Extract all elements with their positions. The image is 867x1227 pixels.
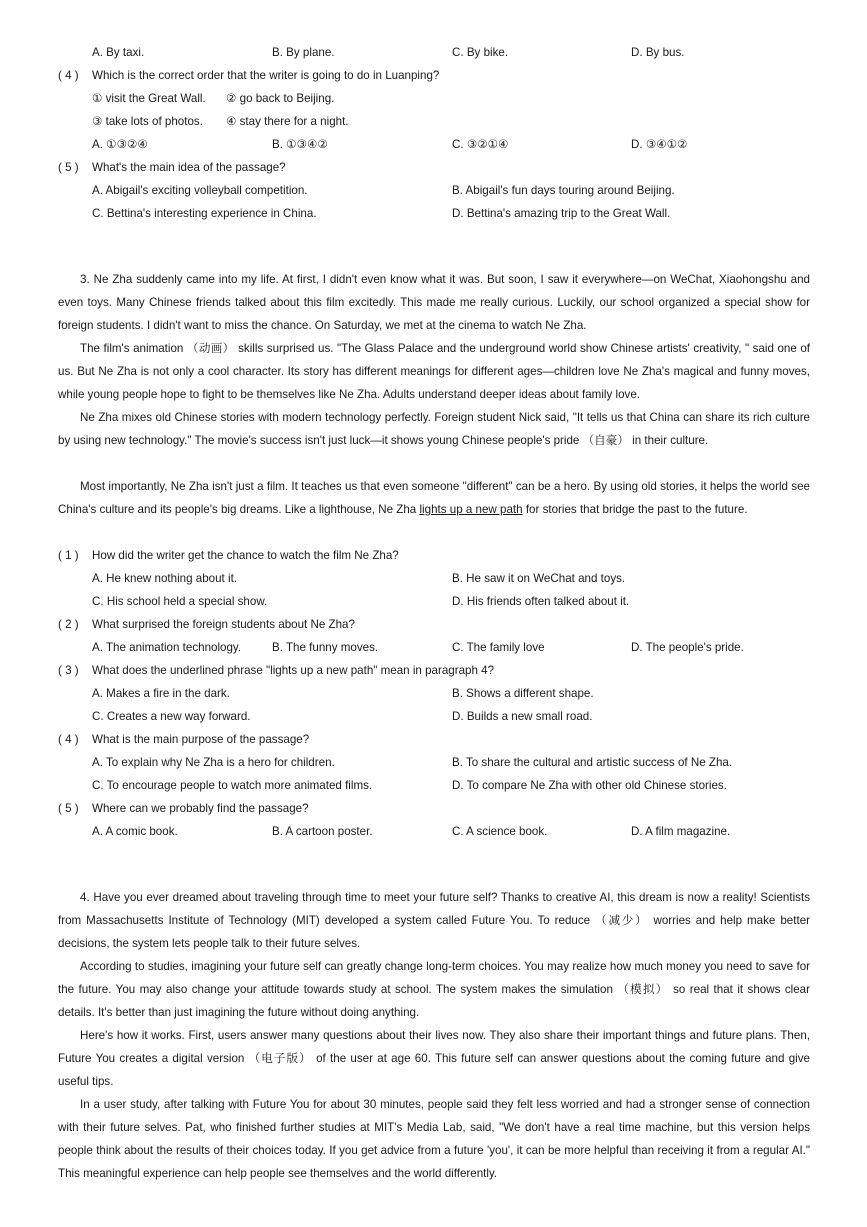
option-3-1-c: C. His school held a special show. [92,595,268,608]
option-3-4-b: B. To share the cultural and artistic success of Ne Zha. [452,756,733,769]
option-3-5-b: B. A cartoon poster. [272,825,373,838]
option-3-1-d: D. His friends often talked about it. [452,595,630,608]
option-2-4-a: A. ①③②④ [92,138,148,151]
passage-4-paragraph-4: In a user study, after talking with Future You for about 30 minutes, people said they felt less worried and had a stronger sense of connection with their future selves. Pat, who finished further studies at MIT's Media Lab, said, "We don't have a real time machine, but this version helps people think about the results of their choices today. If you get advice from a future 'you', it can be more helpful than receiving it from a regular AI." This meaningful experience can help people see themselves and the world differently. [58,1098,810,1180]
option-3-5-c: C. A science book. [452,825,548,838]
order-item: ② go back to Beijing. [226,92,335,105]
question-text: What surprised the foreign students about Ne Zha? [92,618,355,631]
option-3-4-d: D. To compare Ne Zha with other old Chinese stories. [452,779,727,792]
option-2-3-b: B. By plane. [272,46,335,59]
option-2-3-c: C. By bike. [452,46,509,59]
question-text: Which is the correct order that the writer is going to do in Luanping? [92,69,440,82]
order-item: ③ take lots of photos. [92,115,203,128]
question-number: ( 2 ) [58,618,79,631]
option-3-2-a: A. The animation technology. [92,641,242,654]
passage-3-paragraph-3: Ne Zha mixes old Chinese stories with modern technology perfectly. Foreign student Nick said, "It tells us that China can share its rich culture by using new technology." The movie's success isn't just luck—it shows young Chinese people's pride （自豪） in their culture. [58,411,810,447]
option-3-2-c: C. The family love [452,641,545,654]
option-3-2-d: D. The people's pride. [631,641,744,654]
question-text: How did the writer get the chance to watch the film Ne Zha? [92,549,399,562]
option-3-3-c: C. Creates a new way forward. [92,710,251,723]
question-text: What does the underlined phrase "lights up a new path" mean in paragraph 4? [92,664,495,677]
option-3-4-c: C. To encourage people to watch more animated films. [92,779,373,792]
option-3-1-b: B. He saw it on WeChat and toys. [452,572,626,585]
question-number: ( 5 ) [58,802,79,815]
paragraph-text: Most importantly, Ne Zha isn't just a film. It teaches us that even someone "different" can be a hero. By using old stories, it helps the world see China's culture and its people's big dreams. Like a lighthouse, Ne Zha [58,480,810,516]
option-2-4-b: B. ①③④② [272,138,328,151]
option-2-4-d: D. ③④①② [631,138,688,151]
question-number: ( 4 ) [58,69,79,82]
option-3-1-a: A. He knew nothing about it. [92,572,238,585]
passage-4-paragraph-2: According to studies, imagining your future self can greatly change long-term choices. You may realize how much money you need to save for the future. You may also change your attitude towards study at school. The system makes the simulation （模拟） so real that it shows clear details. It's better than just imagining the future without doing anything. [58,960,810,1019]
option-2-3-a: A. By taxi. [92,46,145,59]
question-number: ( 3 ) [58,664,79,677]
option-3-3-d: D. Builds a new small road. [452,710,593,723]
order-item: ① visit the Great Wall. [92,92,206,105]
question-number: ( 1 ) [58,549,79,562]
option-3-4-a: A. To explain why Ne Zha is a hero for children. [92,756,335,769]
question-text: What's the main idea of the passage? [92,161,286,174]
option-3-5-a: A. A comic book. [92,825,178,838]
passage-4-paragraph-1: 4. Have you ever dreamed about traveling through time to meet your future self? Thanks to creative AI, this dream is now a reality! Scientists from Massachusetts Institute of Technology (MIT) developed a system called Future You. To reduce （减少） worries and help make better decisions, the system lets people talk to their future selves. [58,891,810,950]
passage-3-paragraph-4 [58,475,810,521]
option-2-5-b: B. Abigail's fun days touring around Beijing. [452,184,675,197]
question-text: What is the main purpose of the passage? [92,733,310,746]
option-3-5-d: D. A film magazine. [631,825,731,838]
question-number: ( 5 ) [58,161,79,174]
option-3-3-a: A. Makes a fire in the dark. [92,687,230,700]
option-3-2-b: B. The funny moves. [272,641,379,654]
question-number: ( 4 ) [58,733,79,746]
underlined-phrase: lights up a new path [419,503,523,516]
option-2-5-a: A. Abigail's exciting volleyball competition. [92,184,308,197]
option-2-3-d: D. By bus. [631,46,685,59]
option-2-5-d: D. Bettina's amazing trip to the Great Wall. [452,207,671,220]
option-2-5-c: C. Bettina's interesting experience in China. [92,207,317,220]
option-2-4-c: C. ③②①④ [452,138,509,151]
question-text: Where can we probably find the passage? [92,802,309,815]
order-item: ④ stay there for a night. [226,115,349,128]
passage-3-paragraph-1: 3. Ne Zha suddenly came into my life. At first, I didn't even know what it was. But soon, I saw it everywhere—on WeChat, Xiaohongshu and even toys. Many Chinese friends talked about this film excitedly. This made me really curious. Luckily, our school organized a special show for foreign students. I didn't want to miss the chance. On Saturday, we met at the cinema to watch Ne Zha. [58,273,810,332]
passage-3-paragraph-2: The film's animation （动画） skills surprised us. "The Glass Palace and the underground world show Chinese artists' creativity, " said one of us. But Ne Zha is not only a cool character. Its story has different meanings for different ages—children love Ne Zha's magical and funny moves, while young people hope to fight to be themselves like Ne Zha. Adults understand deeper ideas about family love. [58,342,810,401]
passage-4-paragraph-3: Here's how it works. First, users answer many questions about their lives now. They also share their important things and future plans. Then, Future You creates a digital version （电子版） of the user at age 60. This future self can answer questions about the coming future and give useful tips. [58,1029,810,1088]
option-3-3-b: B. Shows a different shape. [452,687,594,700]
paragraph-text: for stories that bridge the past to the future. [522,503,748,516]
